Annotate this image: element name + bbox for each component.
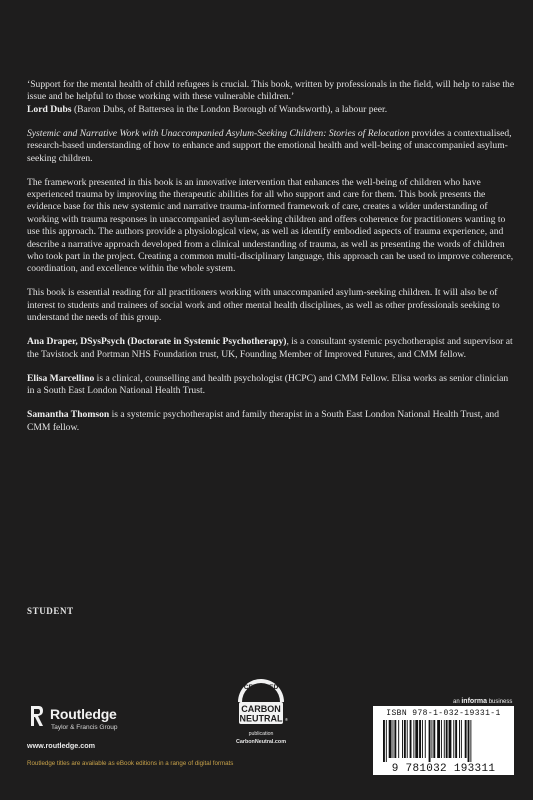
barcode-bar <box>444 720 445 758</box>
publisher-group: Taylor & Francis Group <box>51 724 118 731</box>
endorsement-author-description: (Baron Dubs, of Battersea in the London Borough of Wandsworth), a labour peer. <box>73 103 388 115</box>
author-name: Elisa Marcellino <box>27 372 95 384</box>
badge-url: CarbonNeutral.com <box>235 739 287 745</box>
subject-category: STUDENT <box>27 606 74 616</box>
barcode-bar <box>393 720 394 758</box>
barcode-bar <box>453 720 454 758</box>
badge-carbon: CARBON <box>241 704 281 714</box>
barcode-bar <box>468 720 470 762</box>
barcode-bar <box>470 720 471 762</box>
barcode-bar <box>404 720 406 758</box>
framework-paragraph: The framework presented in this book is an innovative intervention that enhances the well-being of children who have experienced trauma by improving the therapeutic abilities for all who support and care for them. This book presents the evidence base for this new systemic and narrative trauma-informed framework of care, creates a wider understanding of working with trauma responses in unaccompanied asylum-seeking children and offers coherence for practitioners wanting to use this approach. The authors provide a physiological view, as well as identify embodied aspects of trauma experience, and describe a narrative approach developed from a clinical understanding of trauma, as well as presenting the words of children who took part in the project. Creating a common multi-disciplinary language, this approach can be used to improve coherence, coordination, and excellence within the whole system. <box>27 176 514 275</box>
barcode-bar <box>415 720 418 758</box>
barcode-bar <box>422 720 423 758</box>
informa-suffix: business <box>488 699 513 705</box>
barcode-bar <box>410 720 412 758</box>
informa-brand: informa <box>461 698 488 705</box>
badge-neutral: NEUTRAL <box>239 713 283 724</box>
informa-business-label <box>453 698 512 705</box>
barcode-bar <box>386 720 387 762</box>
book-title: Systemic and Narrative Work with Unaccompanied Asylum-Seeking Children: Stories of Relocation <box>27 127 410 139</box>
barcode-bar <box>394 720 396 758</box>
barcode-bar <box>431 720 432 758</box>
barcode-bar <box>437 720 440 758</box>
barcode-bar <box>389 720 392 758</box>
barcode-bar <box>455 720 457 758</box>
barcode-bar <box>433 720 435 758</box>
author-name: Samantha Thomson <box>27 409 110 421</box>
carbon-neutral-badge <box>226 676 296 752</box>
barcode-bars-icon <box>381 720 506 762</box>
author-bio <box>27 336 515 361</box>
barcode-bar <box>446 720 448 758</box>
ebook-availability-note: Routledge titles are available as eBook editions in a range of digital formats <box>27 760 234 767</box>
barcode-bar <box>425 720 426 758</box>
intro-text: provides a contextualised, research-based understanding of how to enhance and support the emotional health and well-being of unaccompanied asylum-seeking children. <box>27 127 512 164</box>
publisher-url[interactable]: www.routledge.com <box>27 741 96 750</box>
author-bio <box>27 373 515 398</box>
barcode-bar <box>459 720 460 758</box>
author-bio-text: , is a consultant systemic psychotherapist and supervisor at the Tavistock and Portman NHS Foundation trust, UK, Founding Member of Improved Futures, and CMM fellow. <box>27 336 513 360</box>
barcode-bar <box>429 720 431 762</box>
badge-registered-mark: ® <box>285 717 288 722</box>
intro-paragraph <box>27 128 515 165</box>
author-name: Ana Draper, DSysPsych (Doctorate in Systemic Psychotherapy) <box>27 336 287 348</box>
barcode-bar <box>413 720 414 758</box>
barcode-bar <box>407 720 408 758</box>
badge-publication: publication <box>248 731 274 737</box>
barcode-bar <box>449 720 452 758</box>
author-bio <box>27 409 515 434</box>
informa-prefix: an <box>453 699 460 705</box>
endorsement-quote: ‘Support for the mental health of child refugees is crucial. This book, written by professionals in the field, will help to raise the issue and be helpful to those working with these vulnerable children.’ <box>27 79 515 103</box>
publisher-name: Routledge <box>50 706 117 722</box>
barcode-bar <box>461 720 462 758</box>
barcode-bar <box>383 720 385 762</box>
carbon-neutral-icon <box>230 676 292 732</box>
barcode-bar <box>465 720 467 758</box>
barcode-bar <box>419 720 421 758</box>
back-cover-text <box>27 79 515 446</box>
barcode-digits: 9 781032 193311 <box>391 763 496 775</box>
endorsement-author: Lord Dubs <box>27 103 72 115</box>
routledge-logo-icon <box>30 705 44 727</box>
readership-paragraph: This book is essential reading for all practitioners working with unaccompanied asylum-seeking children. It will also be of interest to students and trainees of social work and other mental health disciplines, as well as other professionals seeking to understand the needs of this group. <box>27 287 500 324</box>
barcode-bar <box>398 720 399 758</box>
isbn-barcode <box>373 706 514 775</box>
badge-certified: CERTIFIED <box>243 684 279 691</box>
barcode-bar <box>402 720 403 758</box>
author-bio-text: is a systemic psychotherapist and family therapist in a South East London National Health Trust, and CMM fellow. <box>27 409 500 433</box>
author-bio-text: is a clinical, counselling and health psychologist (HCPC) and CMM Fellow. Elisa works as senior clinician in a South East London National Health Trust. <box>27 372 509 397</box>
isbn-label: ISBN 978-1-032-19331-1 <box>386 709 501 718</box>
endorsement-paragraph <box>27 79 515 116</box>
barcode-bar <box>441 720 442 758</box>
